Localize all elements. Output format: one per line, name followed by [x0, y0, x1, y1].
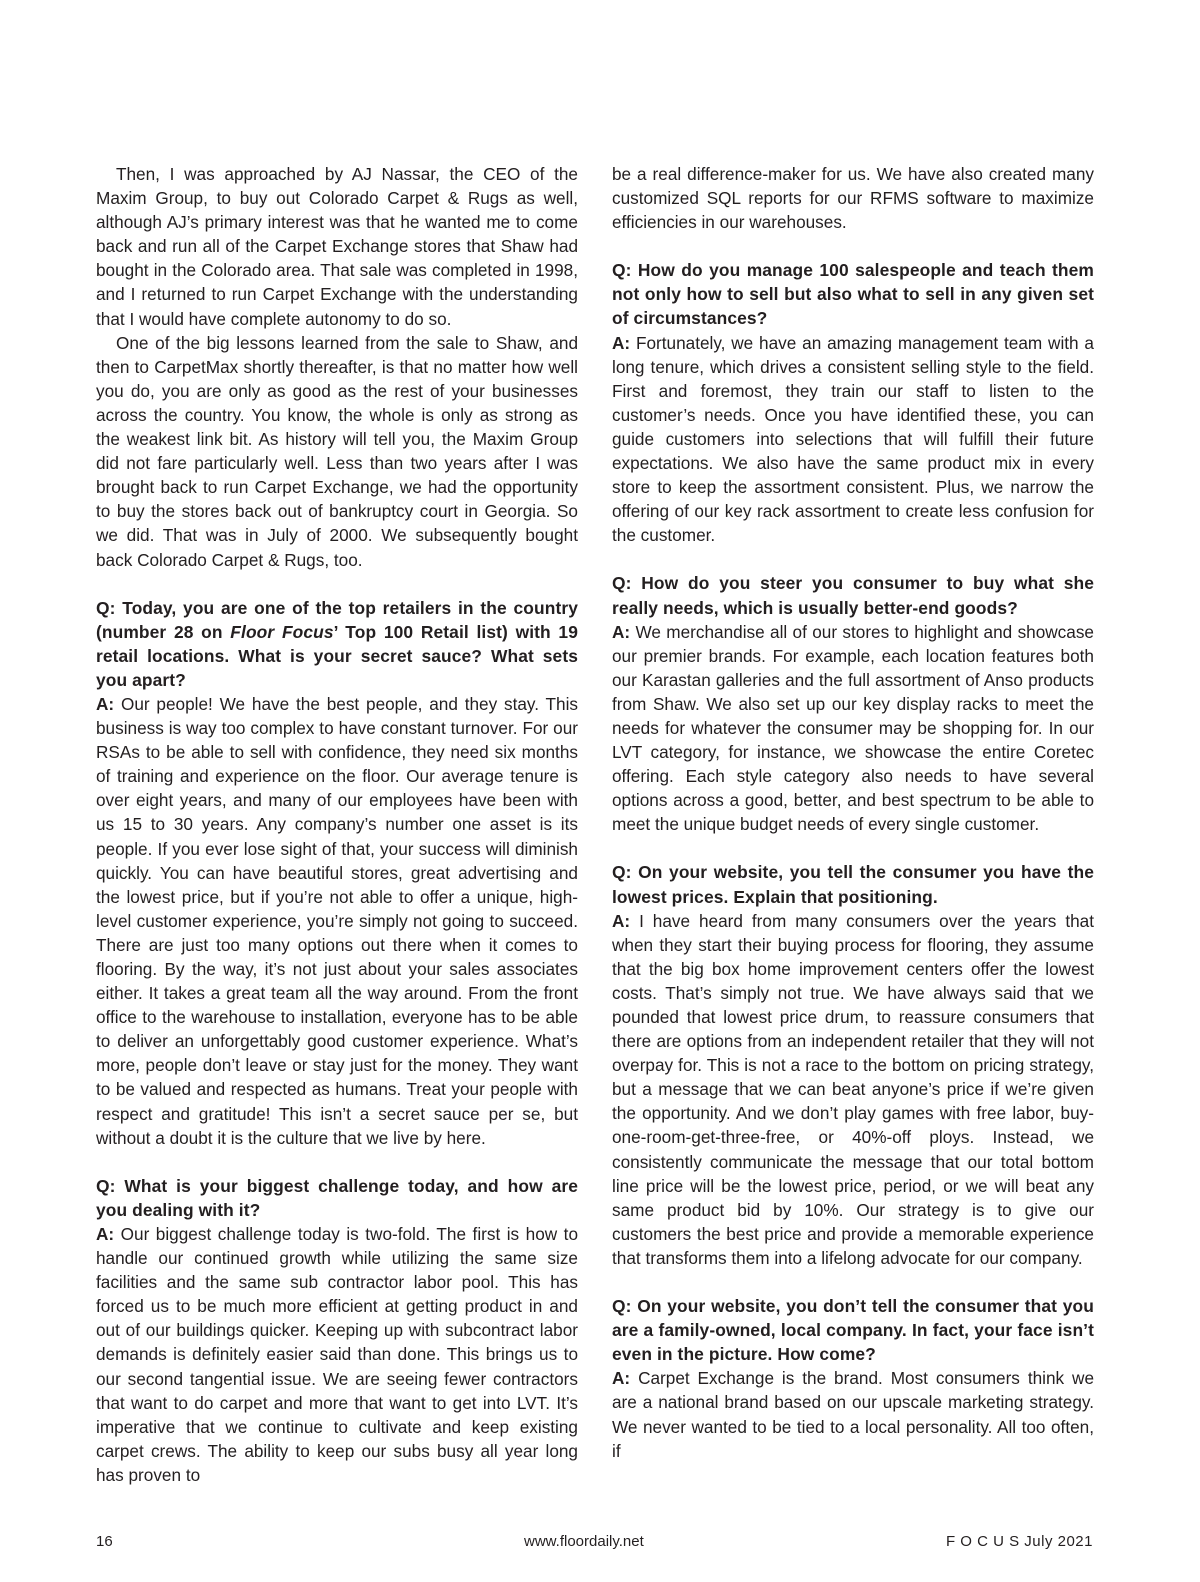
- answer-steer-consumer: A: We merchandise all of our stores to highlight and showcase our premier brands. For example, each location features both our Karastan galleries and the full assortment of Anso products from Shaw. We also set up our key display racks to meet the needs for whatever the consumer may be shopping for. In our LVT category, for instance, we showcase the entire Coretec offering. Each style category also needs to have several options across a good, better, and best spectrum to be able to meet the unique budget needs of every single customer.: [612, 621, 1094, 835]
- question-steer-consumer: Q: How do you steer you consumer to buy what she really needs, which is usually better-end goods?: [612, 573, 1094, 618]
- publication-name: Floor Focus: [230, 621, 334, 642]
- answer-lowest-prices: A: I have heard from many consumers over the years that when they start their buying process for flooring, they assume that the big box home improvement centers offer the lowest costs. That’s simply not true. We have always said that we pounded that lowest price drum, to reassure consumers that there are options from an independent retailer that they will not overpay for. This is not a race to the bottom on pricing strategy, but a message that we can beat anyone’s price if we’re given the opportunity. And we don’t play games with free labor, buy-one-room-get-three-free, or 40%-off ploys. Instead, we consistently communicate the message that our total bottom line price will be the lowest price, period, or we will beat any same product bid by 10%. Our strategy is to give our customers the best price and provide a memorable experience that transforms them into a lifelong advocate for our company.: [612, 910, 1094, 1268]
- answer-label: A:: [612, 332, 631, 353]
- question-manage-salespeople: Q: How do you manage 100 salespeople and teach them not only how to sell but also what to sell in any given set of circumstances?: [612, 260, 1094, 329]
- question-secret-sauce: Q: Today, you are one of the top retailers in the country (number 28 on Floor Focus’ Top 100 Retail list) with 19 retail locations. What is your secret sauce? What sets you apart?: [96, 597, 578, 690]
- answer-label: A:: [612, 1368, 631, 1389]
- answer-label: A:: [96, 1223, 115, 1244]
- footer-issue: F O C U S July 2021: [945, 1533, 1093, 1550]
- answer-label: A:: [612, 910, 631, 931]
- question-family-owned: Q: On your website, you don’t tell the consumer that you are a family-owned, local company. In fact, your face isn’t even in the picture. How come?: [612, 1296, 1094, 1365]
- left-column: [96, 162, 578, 1487]
- right-column: [612, 162, 1094, 1463]
- answer-label: A:: [612, 621, 631, 642]
- page-number: 16: [96, 1533, 113, 1550]
- footer-website: www.floordaily.net: [524, 1533, 644, 1550]
- question-biggest-challenge: Q: What is your biggest challenge today, and how are you dealing with it?: [96, 1175, 578, 1220]
- answer-biggest-challenge: A: Our biggest challenge today is two-fold. The first is how to handle our continued growth while utilizing the same size facilities and the same sub contractor labor pool. This has forced us to be much more efficient at getting product in and out of our buildings quicker. Keeping up with subcontract labor demands is definitely easier said than done. This brings us to our second tangential issue. We are seeing fewer contractors that want to do carpet and more that want to get into LVT. It’s imperative that we continue to cultivate and keep existing carpet crews. The ability to keep our subs busy all year long has proven to: [96, 1223, 579, 1485]
- answer-family-owned: A: Carpet Exchange is the brand. Most consumers think we are a national brand based on our upscale marketing strategy. We never wanted to be tied to a local personality. All too often, if: [612, 1368, 1094, 1461]
- question-lowest-prices: Q: On your website, you tell the consumer you have the lowest prices. Explain that positioning.: [612, 862, 1094, 907]
- answer-secret-sauce: A: Our people! We have the best people, and they stay. This business is way too complex to have constant turnover. For our RSAs to be able to sell with confidence, they need six months of training and experience on the floor. Our average tenure is over eight years, and many of our employees have been with us 15 to 30 years. Any company’s number one asset is its people. If you ever lose sight of that, your success will diminish quickly. You can have beautiful stores, great advertising and the lowest price, but if you’re not able to offer a unique, high-level customer experience, you’re simply not going to succeed. There are just too many options out there when it comes to flooring. By the way, it’s not just about your sales associates either. It takes a great team all the way around. From the front office to the warehouse to installation, everyone has to be able to deliver an unforgettably good customer experience. What’s more, people don’t leave or stay just for the money. They want to be valued and respected as humans. Treat your people with respect and gratitude! This isn’t a secret sauce per se, but without a doubt it is the culture that we live by here.: [96, 693, 578, 1148]
- answer-label: A:: [96, 693, 115, 714]
- intro-paragraph-1: Then, I was approached by AJ Nassar, the CEO of the Maxim Group, to buy out Colorado Carpet & Rugs as well, although AJ’s primary interest was that he wanted me to come back and run all of the Carpet Exchange stores that Shaw had bought in the Colorado area. That sale was completed in 1998, and I returned to run Carpet Exchange with the understanding that I would have complete autonomy to do so.: [96, 164, 578, 329]
- answer-manage-salespeople: A: Fortunately, we have an amazing management team with a long tenure, which drives a consistent selling style to the field. First and foremost, they train our staff to listen to the customer’s needs. Once you have identified these, you can guide customers into selections that will fulfill their future expectations. We also have the same product mix in every store to keep the assortment consistent. Plus, we narrow the offering of our key rack assortment to create less confusion for the customer.: [612, 332, 1094, 546]
- continued-paragraph: be a real difference-maker for us. We have also created many customized SQL reports for our RFMS software to maximize efficiencies in our warehouses.: [612, 164, 1094, 233]
- intro-paragraph-2: One of the big lessons learned from the sale to Shaw, and then to CarpetMax shortly thereafter, is that no matter how well you do, you are only as good as the rest of your businesses across the country. You know, the whole is only as strong as the weakest link bit. As history will tell you, the Maxim Group did not fare particularly well. Less than two years after I was brought back to run Carpet Exchange, we had the opportunity to buy the stores back out of bankruptcy court in Georgia. So we did. That was in July of 2000. We subsequently bought back Colorado Carpet & Rugs, too.: [96, 332, 578, 570]
